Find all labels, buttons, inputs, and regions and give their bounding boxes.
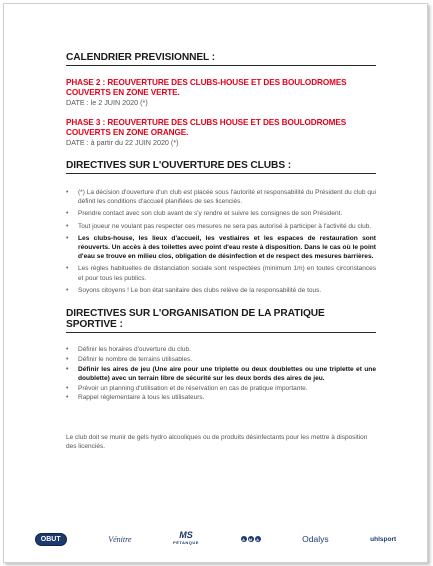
list-item: • Les clubs-house, les lieux d'accueil, les vestiaires et les espaces de restauration sont réouverts. Un accès à des toilettes avec point d'eau reste à disposition. Dans le cas où le point d'eau se trouve en milieu clos, obligation de désinfection et de respect des mesures barrières. (66, 234, 376, 262)
uhlsport-logo: uhlsport (370, 535, 397, 543)
ama-logo (241, 536, 261, 542)
list-item: • (*) La décision d'ouverture d'un club est placée sous l'autorité et responsabilité du Président du club qui définit les conditions d'accueil planifiées de ses licenciés. (66, 188, 376, 206)
list-item: • Prendre contact avec son club avant de s'y rendre et suivre les consignes de son Président. (66, 209, 376, 218)
odalys-logo: Odalys (302, 534, 329, 544)
ms-logo-sub: PÉTANQUE (173, 540, 199, 545)
ama-dot: M (248, 536, 253, 542)
list-item: • Définir les aires de jeu (Une aire pour une triplette ou deux doublettes ou une triplette et une doublette) avec un terrain libre de sécurité sur les deux bords des aires de jeu. (66, 365, 376, 383)
list-item: • Soyons citoyens ! Le bon état sanitaire des clubs relève de la responsabilité de tous. (66, 286, 376, 295)
phase2-date: DATE : le 2 JUIN 2020 (*) (66, 98, 148, 107)
list-item: • Définir le nombre de terrains utilisables. (66, 355, 376, 364)
list-item: • Les règles habituelles de distanciation sociale sont respectées (minimum 1m) en toutes circonstances et pour tous les publics. (66, 264, 376, 282)
phase3-date: DATE : à partir du 22 JUIN 2020 (*) (66, 138, 179, 147)
list-item: • Rappel réglementaire à tous les utilisateurs. (66, 393, 376, 402)
phase3-title: PHASE 3 : REOUVERTURE DES CLUBS HOUSE ET DES BOULODROMES COUVERTS EN ZONE ORANGE. (66, 118, 347, 137)
footnote: Le club doit se munir de gels hydro alcooliques ou de produits désinfectants pour les mettre à disposition des licenciés. (66, 434, 368, 451)
obut-logo: OBUT (35, 533, 67, 546)
venitre-logo: Vénitre (108, 534, 132, 544)
list-item: • Définir les horaires d'ouverture du club. (66, 345, 376, 354)
list-item: • Tout joueur ne voulant pas respecter ces mesures ne sera pas autorisé à participer à l'activité du club. (66, 222, 376, 231)
practice-list (66, 345, 376, 403)
opening-heading: DIRECTIVES SUR L'OUVERTURE DES CLUBS : (66, 160, 376, 174)
practice-heading: DIRECTIVES SUR L'ORGANISATION DE LA PRATIQUE SPORTIVE : (66, 308, 376, 333)
sponsor-footer (4, 516, 427, 562)
document-content (66, 52, 376, 452)
calendar-heading: CALENDRIER PREVISIONNEL : (66, 52, 376, 66)
opening-list (66, 188, 376, 295)
ms-petanque-logo (173, 532, 199, 546)
list-item: • Prévoir un planning d'utilisation et de réservation en cas de pratique importante. (66, 384, 376, 393)
document-page (3, 3, 428, 563)
phase2-title: PHASE 2 : REOUVERTURE DES CLUBS-HOUSE ET DES BOULODROMES COUVERTS EN ZONE VERTE. (66, 78, 347, 97)
ama-dot: A (256, 536, 259, 542)
ms-logo-text: MS (179, 530, 193, 540)
ama-dot: A (242, 536, 245, 542)
